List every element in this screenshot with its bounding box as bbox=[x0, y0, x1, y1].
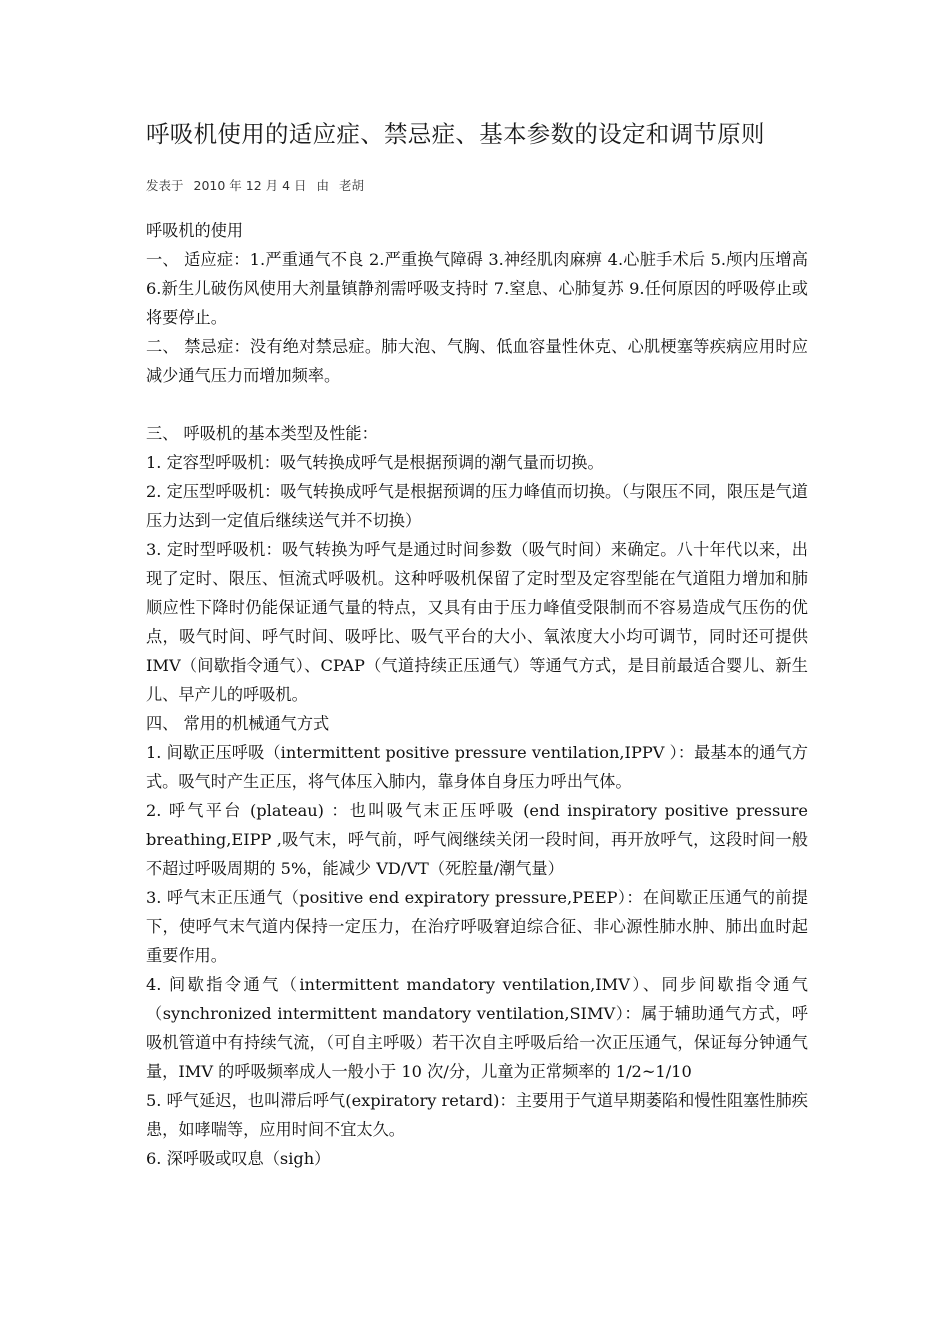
paragraph-expiratory-retard: 5. 呼气延迟，也叫滞后呼气(expiratory retard)：主要用于气道早期萎陷和慢性阻塞性肺疾患，如哮喘等，应用时间不宜太久。 bbox=[146, 1091, 808, 1139]
paragraph-pressure-cycled: 2. 定压型呼吸机：吸气转换成呼气是根据预调的压力峰值而切换。（与限压不同，限压是气道压力达到一定值后继续送气并不切换） bbox=[146, 482, 808, 530]
byline-date: 2010 年 12 月 4 日 bbox=[193, 178, 307, 193]
paragraph-ippv: 1. 间歇正压呼吸（intermittent positive pressure ventilation,IPPV ）：最基本的通气方式。吸气时产生正压，将气体压入肺内，靠身体自身压力呼出气体。 bbox=[146, 743, 808, 791]
byline-by-label: 由 bbox=[316, 178, 330, 193]
section-heading-usage: 呼吸机的使用 bbox=[146, 221, 244, 240]
paragraph-imv-simv: 4. 间歇指令通气（intermittent mandatory ventilation,IMV）、同步间歇指令通气（synchronized intermittent mandatory ventilation,SIMV）：属于辅助通气方式，呼吸机管道中有持续气流，（可自主呼吸）若干次自主呼吸后给一次正压通气，保证每分钟通气量，IMV 的呼吸频率成人一般小于 10 次/分，儿童为正常频率的 1/2~1/10 bbox=[146, 975, 808, 1081]
article-body bbox=[146, 216, 808, 1173]
paragraph-time-cycled: 3. 定时型呼吸机：吸气转换为呼气是通过时间参数（吸气时间）来确定。八十年代以来，出现了定时、限压、恒流式呼吸机。这种呼吸机保留了定时型及定容型能在气道阻力增加和肺顺应性下降时仍能保证通气量的特点，又具有由于压力峰值受限制而不容易造成气压伤的优点，吸气时间、呼气时间、吸呼比、吸气平台的大小、氧浓度大小均可调节，同时还可提供 IMV（间歇指令通气）、CPAP（气道持续正压通气）等通气方式，是目前最适合婴儿、新生儿、早产儿的呼吸机。 bbox=[146, 540, 808, 704]
paragraph-indications: 一、 适应症：1.严重通气不良 2.严重换气障碍 3.神经肌肉麻痹 4.心脏手术后 5.颅内压增高 6.新生儿破伤风使用大剂量镇静剂需呼吸支持时 7.窒息、心肺复苏 9.任何原因的呼吸停止或将要停止。 bbox=[146, 250, 808, 327]
paragraph-plateau: 2. 呼气平台 (plateau) ：也叫吸气末正压呼吸 (end inspiratory positive pressure breathing,EIPP ,吸气末，呼气前，呼气阀继续关闭一段时间，再开放呼气，这段时间一般不超过呼吸周期的 5%，能减少 VD/VT（死腔量/潮气量） bbox=[146, 801, 808, 878]
article-byline bbox=[146, 176, 370, 196]
byline-posted-label: 发表于 bbox=[146, 178, 184, 193]
section-heading-ventilator-types: 三、 呼吸机的基本类型及性能： bbox=[146, 424, 378, 443]
section-heading-ventilation-modes: 四、 常用的机械通气方式 bbox=[146, 714, 330, 733]
paragraph-contraindications: 二、 禁忌症：没有绝对禁忌症。肺大泡、气胸、低血容量性休克、心肌梗塞等疾病应用时应减少通气压力而增加频率。 bbox=[146, 337, 808, 385]
paragraph-peep: 3. 呼气末正压通气（positive end expiratory pressure,PEEP）：在间歇正压通气的前提下，使呼气末气道内保持一定压力，在治疗呼吸窘迫综合征、非心源性肺水肿、肺出血时起重要作用。 bbox=[146, 888, 808, 965]
article-title: 呼吸机使用的适应症、禁忌症、基本参数的设定和调节原则 bbox=[146, 120, 765, 148]
byline-author: 老胡 bbox=[339, 178, 365, 193]
blank-line bbox=[146, 390, 808, 419]
paragraph-sigh: 6. 深呼吸或叹息（sigh） bbox=[146, 1149, 331, 1168]
paragraph-volume-cycled: 1. 定容型呼吸机：吸气转换成呼气是根据预调的潮气量而切换。 bbox=[146, 453, 604, 472]
